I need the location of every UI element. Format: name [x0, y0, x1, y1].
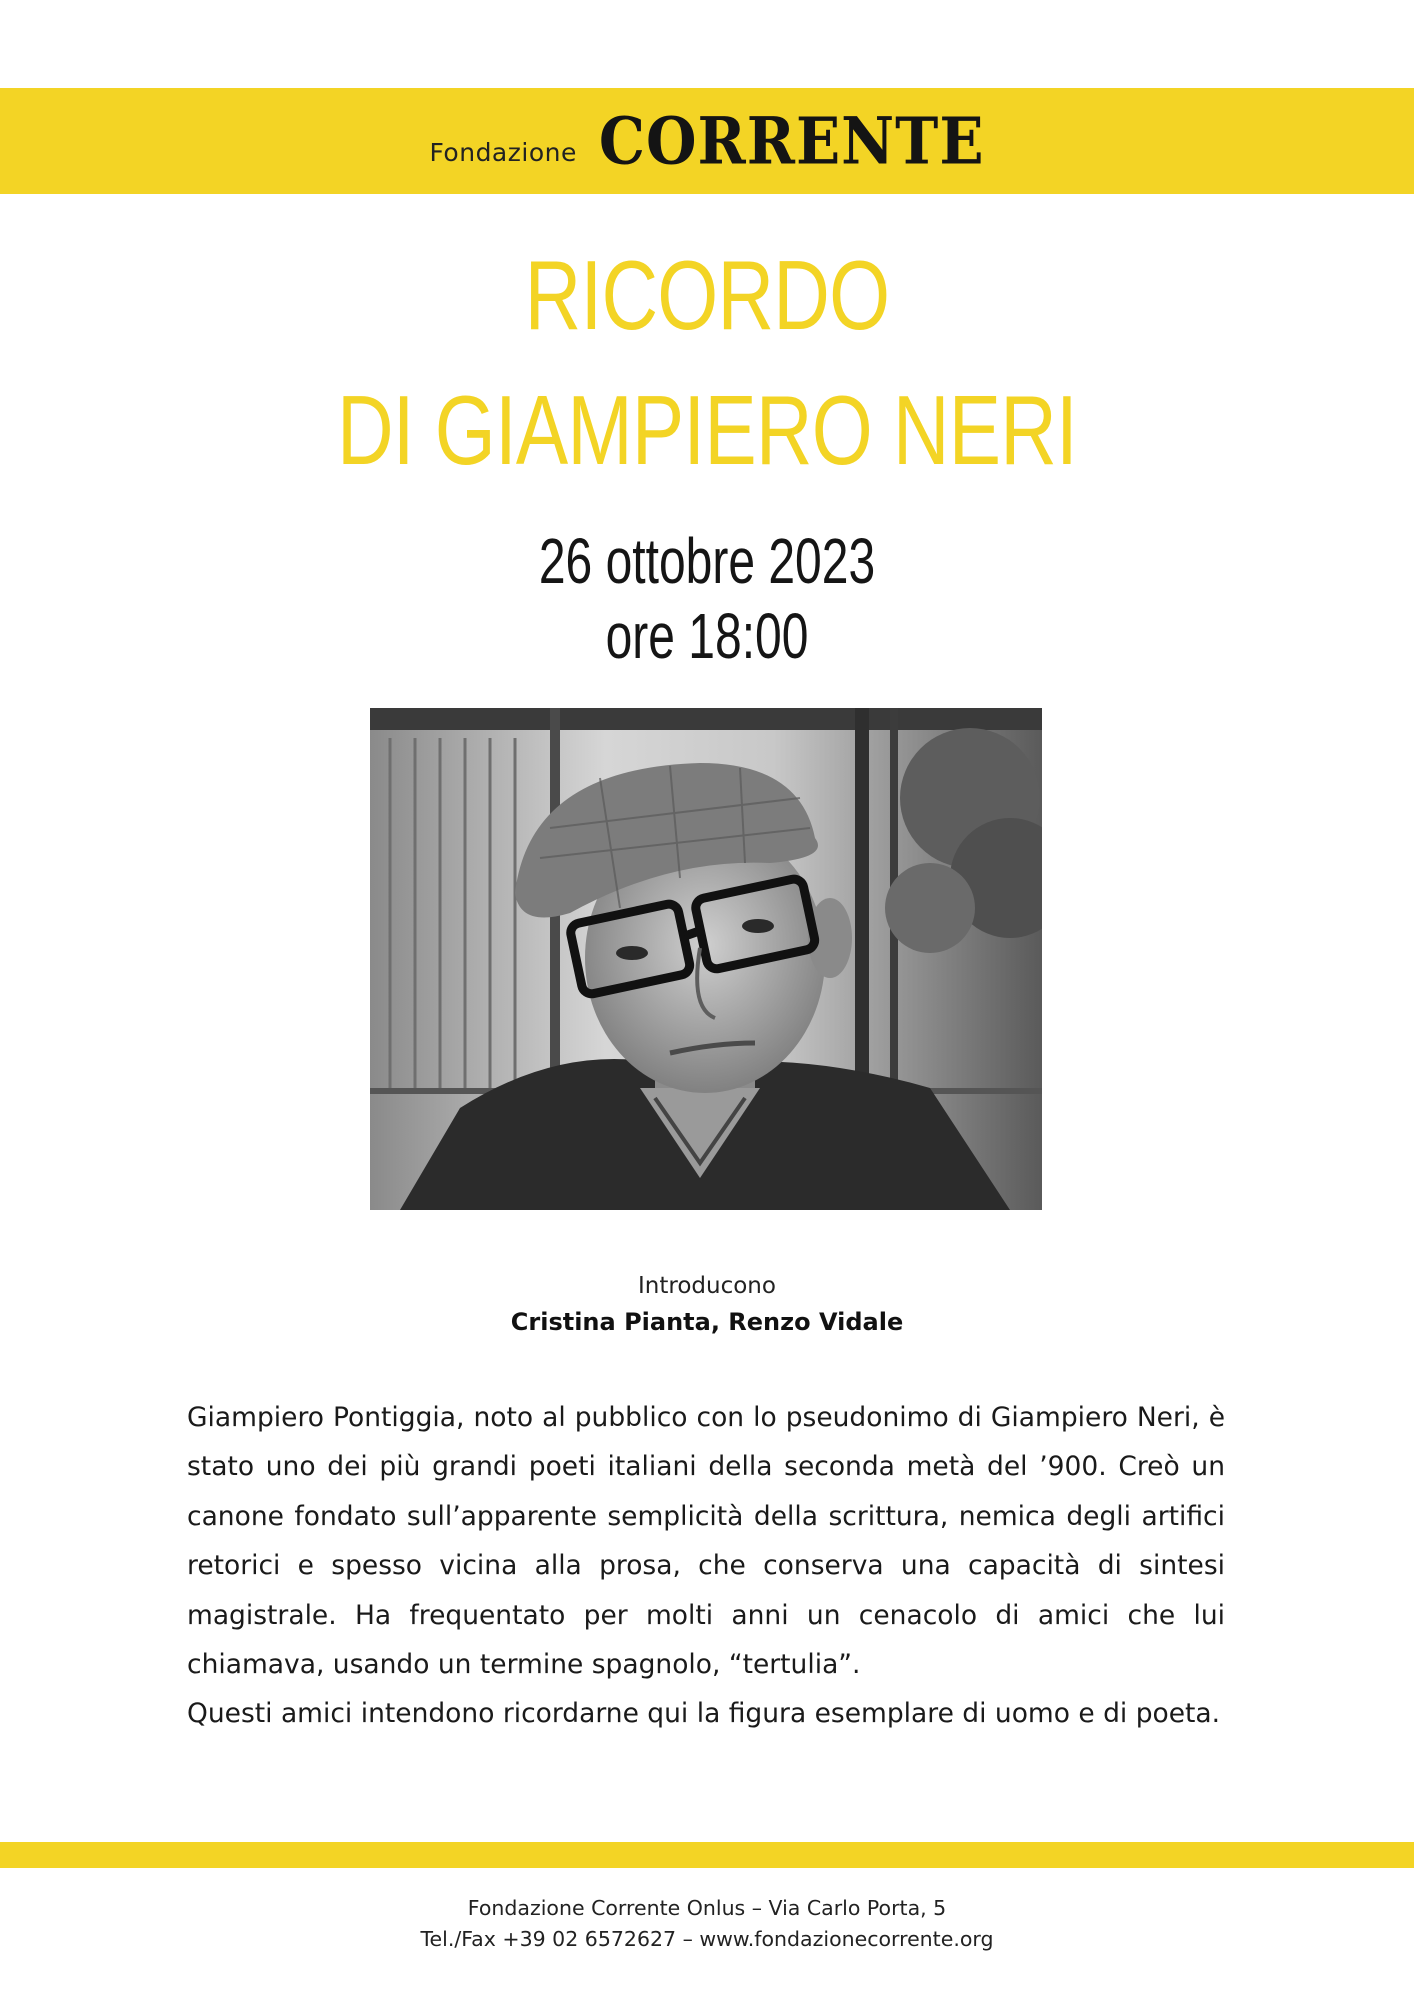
footer-address: Fondazione Corrente Onlus – Via Carlo Porta, 5	[467, 1896, 947, 1920]
portrait-photo-icon	[370, 708, 1042, 1210]
event-time: ore 18:00	[605, 600, 809, 672]
intro-label: Introducono	[638, 1273, 776, 1299]
footer-contacts: Tel./Fax +39 02 6572627 – www.fondazionecorrente.org	[420, 1927, 994, 1951]
event-title-line1: RICORDO	[524, 240, 890, 350]
event-description	[187, 1393, 1225, 1739]
brand-name: CORRENTE	[598, 102, 985, 180]
brand-logo	[0, 88, 1414, 194]
intro-speakers: Cristina Pianta, Renzo Vidale	[510, 1308, 904, 1336]
event-title-line2: DI GIAMPIERO NERI	[336, 375, 1077, 485]
footer-band	[0, 1842, 1414, 1868]
description-paragraph-1: Giampiero Pontiggia, noto al pubblico con lo pseudonimo di Giampiero Neri, è stato uno dei più grandi poeti italiani della seconda metà del ’900. Creò un canone fondato sull’apparente semplicità della scrittura, nemica degli artifici retorici e spesso vicina alla prosa, che conserva una capacità di sintesi magistrale. Ha frequentato per molti anni un cenacolo di amici che lui chiamava, usando un termine spagnolo, “tertulia”.	[187, 1402, 1225, 1681]
brand-prefix: Fondazione	[429, 137, 577, 167]
portrait-photo	[370, 708, 1042, 1210]
description-paragraph-2: Questi amici intendono ricordarne qui la figura esemplare di uomo e di poeta.	[187, 1698, 1221, 1730]
event-date: 26 ottobre 2023	[538, 525, 876, 597]
